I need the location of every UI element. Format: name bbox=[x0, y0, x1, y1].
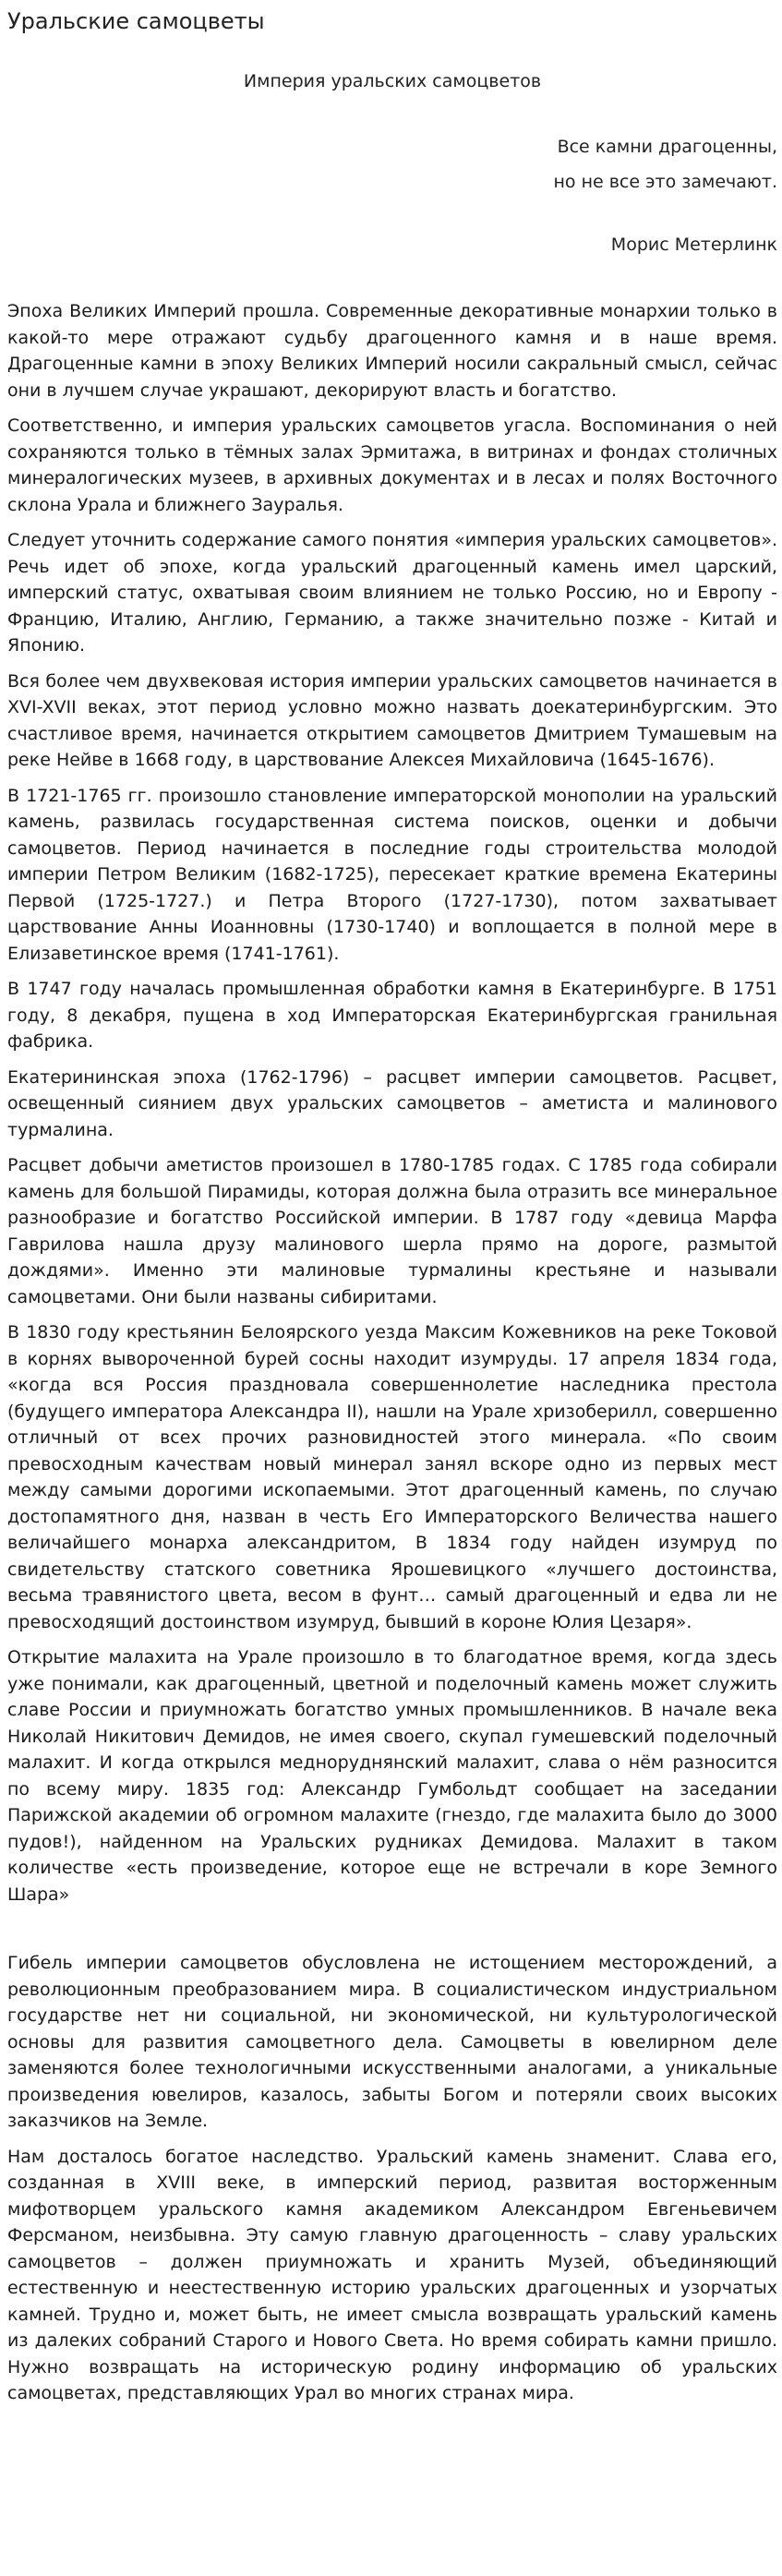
paragraph: Соответственно, и империя уральских самоцветов угасла. Воспоминания о ней сохраняются только в тёмных залах Эрмитажа, в витринах и фондах столичных минералогических музеев, в архивных документах и в лесах и полях Восточного склона Урала и ближнего Зауралья. bbox=[7, 415, 777, 515]
paragraph: Эпоха Великих Империй прошла. Современные декоративные монархии только в какой-то мере отражают судьбу драгоценного камня и в наше время. Драгоценные камни в эпоху Великих Империй носили сакральный смысл, сейчас они в лучшем случае украшают, декорируют власть и богатство. bbox=[7, 301, 777, 401]
article-body bbox=[7, 298, 777, 2407]
paragraph: Открытие малахита на Урале произошло в то благодатное время, когда здесь уже понимали, как драгоценный, цветной и поделочный камень может служить славе России и приумножать богатство умных промышленников. В начале века Николай Никитович Демидов, не имея своего, скупал гумешевский поделочный малахит. И когда открылся медноруднянский малахит, слава о нём разносится по всему миру. 1835 год: Александр Гумбольдт сообщает на заседании Парижской академии об огромном малахите (гнездо, где малахита было до 3000 пудов!), найденном на Уральских рудниках Демидова. Малахит в таком количестве «есть произведение, которое еще не встречали в коре Земного Шара» bbox=[7, 1647, 777, 1905]
paragraph: В 1747 году началась промышленная обработки камня в Екатеринбурге. В 1751 году, 8 декабря, пущена в ход Императорская Екатеринбургская гранильная фабрика. bbox=[7, 979, 777, 1052]
article-title: Империя уральских самоцветов bbox=[243, 71, 542, 91]
site-title: Уральские самоцветы bbox=[7, 8, 265, 34]
paragraph: Вся более чем двухвековая история империи уральских самоцветов начинается в XVI-XVII веках, этот период условно можно назвать доекатеринбургским. Это счастливое время, начинается открытием самоцветов Дмитрием Тумашевым на реке Нейве в 1668 году, в царствование Алексея Михайловича (1645-1676). bbox=[7, 670, 777, 770]
paragraph: Гибель империи самоцветов обусловлена не истощением месторождений, а революционным преобразованием мира. В социалистическом индустриальном государстве нет ни социальной, ни экономической, ни культурологической основы для развития самоцветного дела. Самоцветы в ювелирном деле заменяются более технологичными искусственными аналогами, а уникальные произведения ювелиров, казалось, забыты Богом и потеряли своих высоких заказчиков на Земле. bbox=[7, 1953, 777, 2131]
paragraph: Нам досталось богатое наследство. Уральский камень знаменит. Слава его, созданная в XVIII веке, в имперский период, развитая восторженным мифотворцем уральского камня академиком Александром Евгеньевичем Ферсманом, неизбывна. Эту самую главную драгоценность – славу уральских самоцветов – должен приумножать и хранить Музей, объединяющий естественную и неестественную историю уральских драгоценных и узорчатых камней. Трудно и, может быть, не имеет смысла возвращать уральский камень из далеких собраний Старого и Нового Света. Но время собирать камни пришло. Нужно возвращать на историческую родину информацию об уральских самоцветах, представляющих Урал во многих странах мира. bbox=[7, 2146, 777, 2403]
paragraph: Следует уточнить содержание самого понятия «империя уральских самоцветов». Речь идет об эпохе, когда уральский драгоценный камень имел царский, имперский статус, охватывая своим влиянием не только Россию, но и Европу - Францию, Италию, Англию, Германию, а также значительно позже - Китай и Японию. bbox=[7, 530, 777, 656]
epigraph-line-1: Все камни драгоценны, bbox=[557, 137, 777, 157]
paragraph: В 1830 году крестьянин Белоярского уезда Максим Кожевников на реке Токовой в корнях вывороченной бурей сосны находит изумруды. 17 апреля 1834 года, «когда вся Россия праздновала совершеннолетие наследника престола (будущего императора Александра II), нашли на Урале хризоберилл, совершенно отличный от всех прочих разновидностей этого минерала. «По своим превосходным качествам новый минерал занял вскоре одно из первых мест между самыми дорогими ископаемыми. Этот драгоценный камень, по случаю достопамятного дня, назван в честь Его Императорского Величества нашего величайшего монарха александритом, В 1834 году найден изумруд по свидетельству статского советника Ярошевицкого «лучшего достоинства, весьма травянистого цвета, весом в фунт… самый драгоценный и едва ли не превосходящий достоинством изумруд, бывший в короне Юлия Цезаря». bbox=[7, 1322, 777, 1632]
paragraph: Расцвет добычи аметистов произошел в 1780-1785 годах. С 1785 года собирали камень для большой Пирамиды, которая должна была отразить все минеральное разнообразие и богатство Российской империи. В 1787 году «девица Марфа Гаврилова нашла друзу малинового шерла прямо на дороге, размытой дождями». Именно эти малиновые турмалины крестьяне и называли самоцветами. Они были названы сибиритами. bbox=[7, 1155, 777, 1307]
epigraph bbox=[7, 129, 777, 199]
epigraph-author: Морис Метерлинк bbox=[610, 235, 777, 255]
paragraph: Екатерининская эпоха (1762-1796) – расцвет империи самоцветов. Расцвет, освещенный сиянием двух уральских самоцветов – аметиста и малинового турмалина. bbox=[7, 1066, 777, 1140]
epigraph-line-2: но не все это замечают. bbox=[553, 172, 777, 192]
paragraph: В 1721-1765 гг. произошло становление императорской монополии на уральский камень, развилась государственная система поисков, оценки и добычи самоцветов. Период начинается в последние годы строительства молодой империи Петром Великим (1682-1725), пересекает краткие времена Екатерины Первой (1725-1727.) и Петра Второго (1727-1730), потом захватывает царствование Анны Иоанновны (1730-1740) и воплощается в полной мере в Елизаветинское время (1741-1761). bbox=[7, 785, 777, 964]
